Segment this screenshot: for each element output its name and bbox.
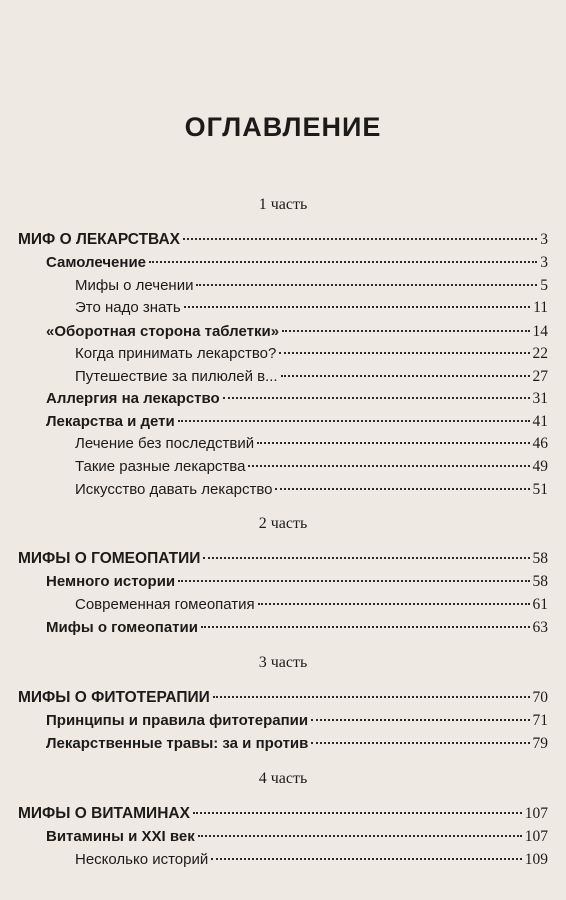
part-heading: 3 часть <box>258 654 308 671</box>
toc-entry-label: Немного истории <box>46 573 176 590</box>
toc-entry[interactable] <box>18 548 548 570</box>
toc-entry[interactable] <box>46 617 548 639</box>
toc-page-number: 14 <box>532 323 548 340</box>
dot-leader <box>223 397 530 399</box>
toc-entry-label: Искусство давать лекарство <box>75 481 273 498</box>
dot-leader <box>311 719 529 721</box>
toc-entry[interactable] <box>46 321 548 343</box>
toc-page-number: 49 <box>532 458 548 475</box>
toc-entry[interactable] <box>75 479 548 501</box>
toc-entry-label: Несколько историй <box>75 851 209 868</box>
toc-page-number: 5 <box>540 277 548 294</box>
toc-entry-label: Лекарственные травы: за и против <box>46 735 309 752</box>
toc-entry[interactable] <box>18 803 548 825</box>
toc-page-number: 61 <box>532 596 548 613</box>
toc-page-number: 27 <box>532 368 548 385</box>
toc-page-number: 71 <box>532 712 548 729</box>
toc-entry[interactable] <box>75 849 548 871</box>
toc-entry[interactable] <box>18 229 548 251</box>
toc-entry-label: Такие разные лекарства <box>75 458 246 475</box>
toc-entry-label: Аллергия на лекарство <box>46 390 220 407</box>
toc-entry[interactable] <box>46 411 548 433</box>
toc-entry[interactable] <box>46 826 548 848</box>
toc-entry-label: Витамины и XXI век <box>46 828 195 845</box>
toc-entry[interactable] <box>18 687 548 709</box>
dot-leader <box>281 375 530 377</box>
toc-entry[interactable] <box>75 433 548 455</box>
toc-entry[interactable] <box>46 710 548 732</box>
dot-leader <box>184 306 530 308</box>
toc-entry-label: Мифы о гомеопатии <box>46 619 198 636</box>
part-heading: 1 часть <box>258 196 308 213</box>
dot-leader <box>203 557 529 559</box>
dot-leader <box>282 330 529 332</box>
toc-page-number: 109 <box>524 851 548 868</box>
dot-leader <box>198 835 522 837</box>
toc-entry-label: Принципы и правила фитотерапии <box>46 712 309 729</box>
toc-entry[interactable] <box>46 571 548 593</box>
dot-leader <box>178 580 529 582</box>
dot-leader <box>258 603 530 605</box>
toc-page-number: 22 <box>532 345 548 362</box>
toc-page-number: 70 <box>532 689 548 706</box>
part-heading: 2 часть <box>258 515 308 532</box>
toc-entry[interactable] <box>75 594 548 616</box>
toc-page-number: 11 <box>533 299 548 316</box>
dot-leader <box>248 465 529 467</box>
toc-page-number: 58 <box>532 573 548 590</box>
toc-entry[interactable] <box>46 252 548 274</box>
toc-entry-label: Лекарства и дети <box>46 413 175 430</box>
part-heading: 4 часть <box>258 770 308 787</box>
page-title: ОГЛАВЛЕНИЕ <box>184 112 382 142</box>
toc-entry[interactable] <box>46 733 548 755</box>
dot-leader <box>183 238 537 240</box>
toc-entry-label: Путешествие за пилюлей в... <box>75 368 278 385</box>
toc-page-number: 107 <box>524 828 548 845</box>
dot-leader <box>149 261 537 263</box>
toc-page-number: 51 <box>532 481 548 498</box>
toc-entry-label: Это надо знать <box>75 299 181 316</box>
dot-leader <box>178 420 530 422</box>
toc-entry[interactable] <box>75 343 548 365</box>
toc-entry-label: Мифы о лечении <box>75 277 194 294</box>
toc-entry-label: МИФЫ О ФИТОТЕРАПИИ <box>18 689 210 706</box>
toc-page-number: 46 <box>532 435 548 452</box>
dot-leader <box>257 442 529 444</box>
dot-leader <box>193 812 522 814</box>
toc-page-number: 3 <box>540 254 548 271</box>
toc-page-number: 58 <box>532 550 548 567</box>
toc-page-number: 41 <box>532 413 548 430</box>
dot-leader <box>211 858 522 860</box>
dot-leader <box>279 352 529 354</box>
toc-entry-label: «Оборотная сторона таблетки» <box>46 323 280 340</box>
toc-entry-label: Самолечение <box>46 254 147 271</box>
dot-leader <box>213 696 530 698</box>
dot-leader <box>275 488 529 490</box>
toc-entry[interactable] <box>46 388 548 410</box>
toc-page-number: 31 <box>532 390 548 407</box>
toc-page-number: 107 <box>524 805 548 822</box>
toc-entry-label: Современная гомеопатия <box>75 596 255 613</box>
toc-page-number: 3 <box>540 231 548 248</box>
toc-entry-label: МИФ О ЛЕКАРСТВАХ <box>18 231 181 248</box>
toc-entry-label: МИФЫ О ВИТАМИНАХ <box>18 805 190 822</box>
toc-entry[interactable] <box>75 456 548 478</box>
toc-entry-label: Лечение без последствий <box>75 435 255 452</box>
toc-page-number: 79 <box>532 735 548 752</box>
toc-entry[interactable] <box>75 275 548 297</box>
dot-leader <box>311 742 529 744</box>
toc-entry-label: МИФЫ О ГОМЕОПАТИИ <box>18 550 201 567</box>
dot-leader <box>201 626 530 628</box>
toc-entry[interactable] <box>75 297 548 319</box>
toc-entry-label: Когда принимать лекарство? <box>75 345 277 362</box>
dot-leader <box>196 284 537 286</box>
toc-page-number: 63 <box>532 619 548 636</box>
toc-entry[interactable] <box>75 366 548 388</box>
